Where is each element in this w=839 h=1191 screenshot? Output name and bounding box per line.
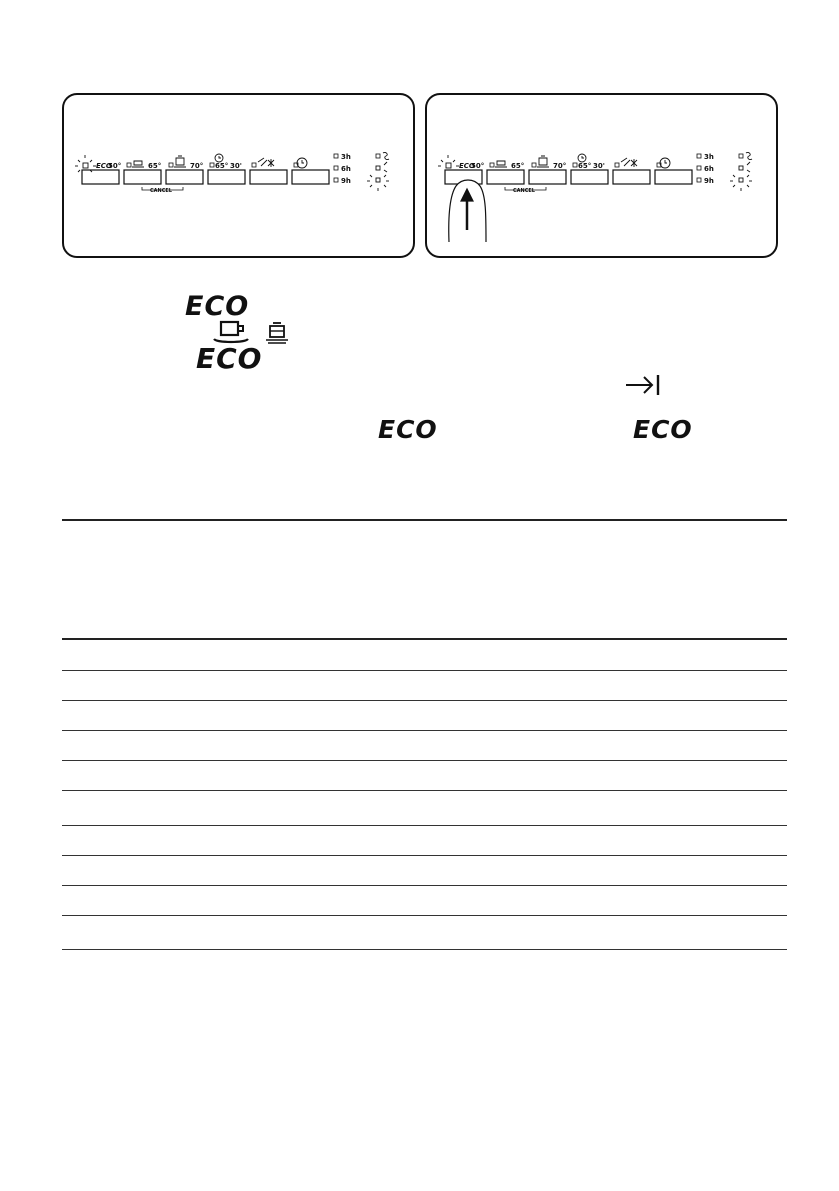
temp-label-4: 65° xyxy=(215,162,229,170)
table-row xyxy=(62,639,787,670)
table-row xyxy=(62,730,787,760)
program-button-2[interactable] xyxy=(124,170,161,184)
arrow-to-end-icon xyxy=(624,373,662,397)
temp-label-2: 65° xyxy=(148,162,162,170)
panel-before xyxy=(63,94,414,257)
program-button-2[interactable] xyxy=(487,170,524,184)
table-header-cell xyxy=(62,520,190,639)
table-row xyxy=(62,825,787,855)
table-row xyxy=(62,700,787,730)
table-row xyxy=(62,885,787,915)
table-row xyxy=(62,855,787,885)
program-button-4[interactable] xyxy=(571,170,608,184)
temp-label-3: 70° xyxy=(190,162,204,170)
eco-program-label: ECO xyxy=(459,162,475,170)
cancel-label: CANCEL xyxy=(513,188,535,194)
temp-label-4: 65° xyxy=(578,162,592,170)
extra-label-4: 30' xyxy=(230,162,242,170)
table-row xyxy=(62,790,787,825)
program-button-6[interactable] xyxy=(292,170,329,184)
eco-symbol-1: ECO xyxy=(185,291,250,322)
table-header-cell xyxy=(353,520,497,639)
table-row xyxy=(62,670,787,700)
panel-frame xyxy=(63,94,414,257)
eco-symbol-4: ECO xyxy=(633,415,693,444)
pot-icon xyxy=(264,320,290,346)
temp-label-1: 50° xyxy=(108,162,122,170)
program-button-5[interactable] xyxy=(250,170,287,184)
cancel-label: CANCEL xyxy=(150,188,172,194)
program-button-5[interactable] xyxy=(613,170,650,184)
eco-program-label: ECO xyxy=(96,162,112,170)
table-row xyxy=(62,760,787,790)
eco-symbol-3: ECO xyxy=(378,415,438,444)
delay-label-3h: 3h xyxy=(341,153,351,161)
temp-label-2: 65° xyxy=(511,162,525,170)
control-panel-illustrations xyxy=(0,0,839,270)
finger-press-icon xyxy=(449,180,486,242)
program-button-3[interactable] xyxy=(529,170,566,184)
delay-label-3h: 3h xyxy=(704,153,714,161)
panel-after xyxy=(426,94,777,257)
delay-label-6h: 6h xyxy=(704,165,714,173)
delay-label-6h: 6h xyxy=(341,165,351,173)
program-button-1[interactable] xyxy=(82,170,119,184)
table-header-cell xyxy=(642,520,787,639)
delay-label-9h: 9h xyxy=(341,177,351,185)
delay-label-9h: 9h xyxy=(704,177,714,185)
temp-label-3: 70° xyxy=(553,162,567,170)
settings-table xyxy=(62,519,787,950)
program-button-6[interactable] xyxy=(655,170,692,184)
table-header-row xyxy=(62,520,787,639)
eco-symbol-2: ECO xyxy=(196,342,263,375)
flashing-salt-indicator-icon xyxy=(367,162,389,191)
table-header-cell xyxy=(190,520,353,639)
flashing-salt-indicator-icon xyxy=(730,162,752,191)
temp-label-1: 50° xyxy=(471,162,485,170)
flashing-indicator-icon xyxy=(438,155,459,168)
program-button-4[interactable] xyxy=(208,170,245,184)
extra-label-4: 30' xyxy=(593,162,605,170)
table-header-cell xyxy=(497,520,642,639)
program-button-3[interactable] xyxy=(166,170,203,184)
table-row xyxy=(62,915,787,949)
